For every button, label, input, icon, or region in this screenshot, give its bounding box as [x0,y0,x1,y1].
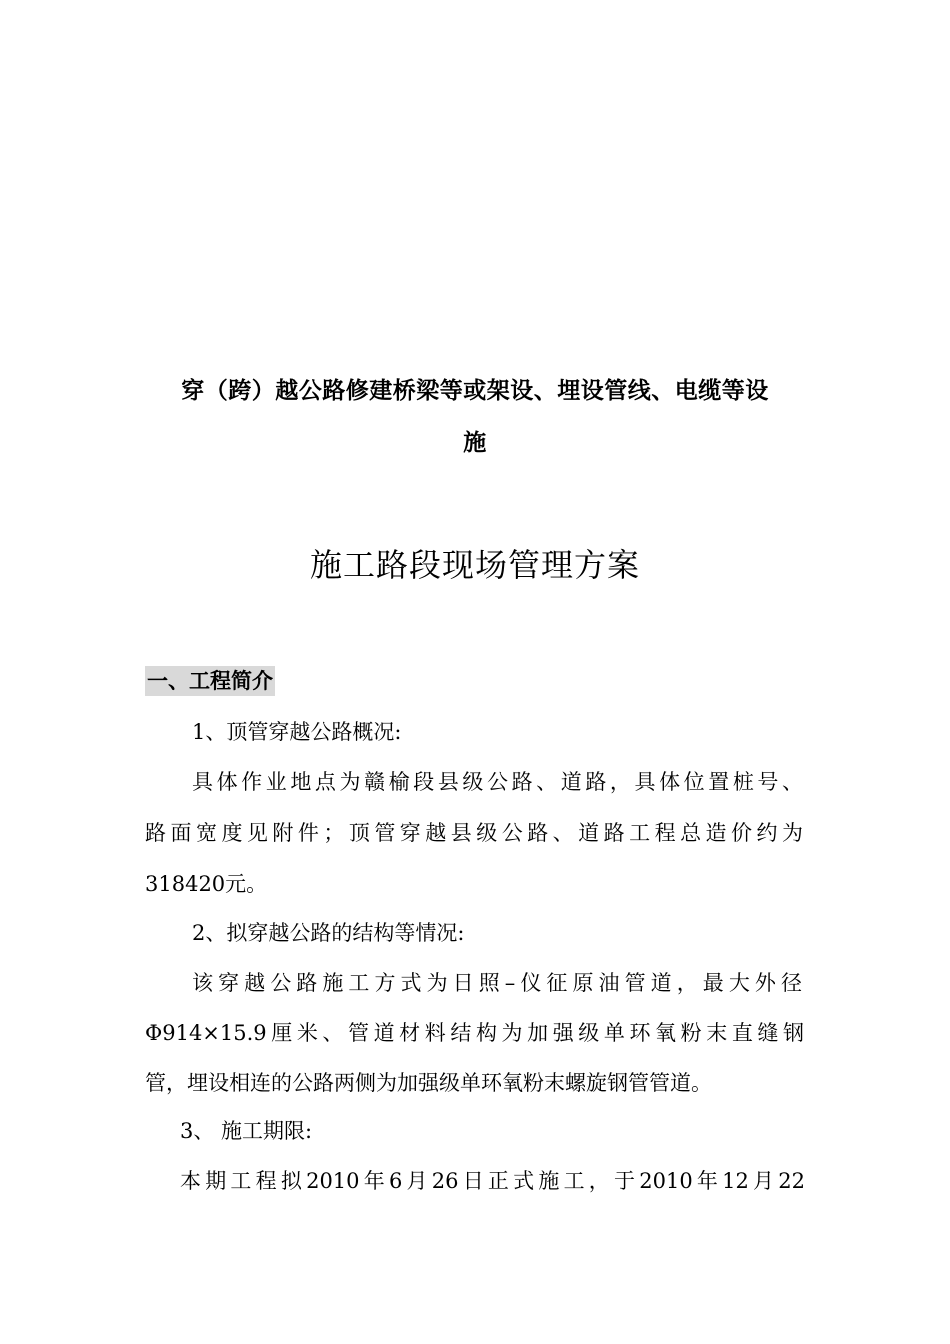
document-title-line-2: 施 [463,430,487,456]
item-2-heading: 2、拟穿越公路的结构等情况: [192,921,465,945]
item-3-heading: 3、 施工期限: [180,1119,313,1143]
item-2-paragraph-line-2: Φ914×15.9厘米、管道材料结构为加强级单环氧粉末直缝钢 [145,1021,804,1045]
item-1-heading: 1、顶管穿越公路概况: [192,720,402,744]
item-3-paragraph-line-1: 本期工程拟2010年6月26日正式施工，于2010年12月22 [180,1169,805,1193]
item-2-paragraph-line-3: 管，埋设相连的公路两侧为加强级单环氧粉末螺旋钢管管道。 [145,1071,712,1095]
item-1-paragraph-line-2: 路面宽度见附件；顶管穿越县级公路、道路工程总造价约为 [145,821,804,845]
document-subtitle: 施工路段现场管理方案 [309,546,640,584]
section-heading: 一、工程简介 [145,666,275,696]
item-1-paragraph-line-1: 具体作业地点为赣榆段县级公路、道路，具体位置桩号、 [192,770,804,794]
document-title-line-1: 穿（跨）越公路修建桥梁等或架设、埋设管线、电缆等设 [181,378,769,404]
item-2-paragraph-line-1: 该穿越公路施工方式为日照–仪征原油管道，最大外径 [192,971,804,995]
item-1-paragraph-line-3: 318420元。 [145,872,268,896]
